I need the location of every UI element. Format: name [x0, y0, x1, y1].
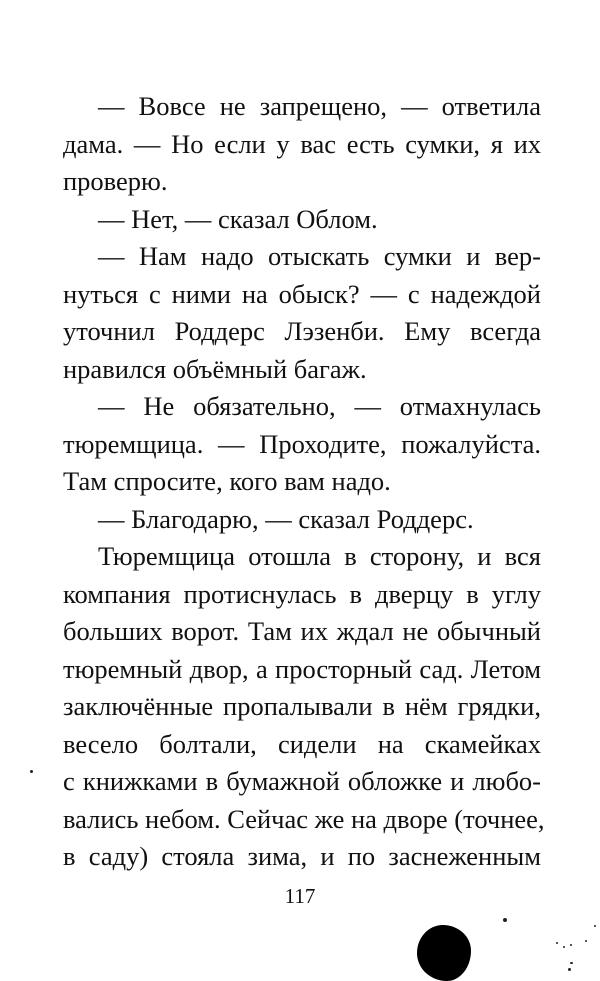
text-line: вались небом. Сейчас же на дворе (точнее,	[63, 803, 545, 834]
text-line: — Благодарю, — сказал Роддерс.	[98, 503, 474, 534]
page-number: 117	[284, 884, 316, 908]
text-line: тюремщица. — Проходите, пожалуйста.	[63, 428, 541, 459]
ink-speck	[563, 946, 565, 948]
text-line: с книжками в бумажной обложке и любо-	[63, 766, 541, 796]
text-line: весело болтали, сидели на скамейках	[63, 728, 541, 759]
ink-speck	[568, 968, 571, 971]
text-line: — Не обязательно, — отмахнулась	[98, 391, 541, 421]
ink-speck	[570, 944, 572, 946]
ink-blot	[417, 925, 471, 981]
text-line: уточнил Роддерс Лэзенби. Ему всегда	[63, 316, 541, 346]
ink-speck	[30, 770, 33, 773]
text-line: заключённые пропалывали в нём грядки,	[63, 691, 541, 721]
ink-speck	[556, 942, 558, 944]
ink-speck	[594, 925, 596, 927]
text-line: дама. — Но если у вас есть сумки, я их	[63, 128, 541, 159]
text-line: компания протиснулась в дверцу в углу	[63, 578, 541, 609]
text-line: нуться с ними на обыск? — с надеждой	[63, 278, 541, 309]
text-line: тюремный двор, а просторный сад. Летом	[63, 653, 541, 684]
text-line: — Нам надо отыскать сумки и вер-	[98, 241, 541, 271]
text-line: больших ворот. Там их ждал не обычный	[63, 616, 541, 646]
text-line: проверю.	[63, 166, 168, 196]
ink-speck	[503, 918, 507, 922]
text-line: — Нет, — сказал Облом.	[98, 203, 378, 234]
text-line: — Вовсе не запрещено, — ответила	[98, 91, 541, 121]
text-line: нравился объёмный багаж.	[63, 353, 367, 384]
ink-speck	[585, 940, 587, 942]
ink-speck	[570, 962, 573, 964]
text-line: Там спросите, кого вам надо.	[63, 466, 391, 496]
text-line: Тюремщица отошла в сторону, и вся	[98, 541, 541, 571]
text-line: в саду) стояла зима, и по заснеженным	[63, 841, 541, 871]
body-text	[63, 88, 545, 876]
